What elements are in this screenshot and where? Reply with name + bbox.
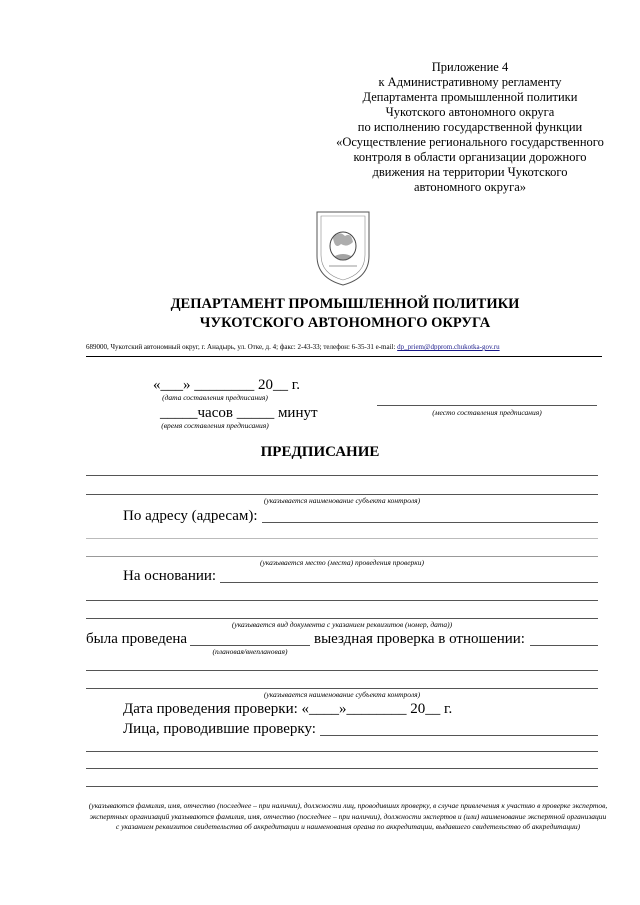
appendix-line: контроля в области организации дорожного	[353, 150, 587, 164]
date-caption: (дата составления предписания)	[162, 393, 268, 402]
subject-caption: (указывается наименование субъекта контроля)	[263, 496, 421, 505]
appendix-line: Департамента промышленной политики	[362, 90, 578, 104]
appendix-line: Приложение 4	[431, 60, 509, 74]
persons-footnote: (указываются фамилия, имя, отчество (последнее – при наличии), должности лиц, проводивших проверку, в случае привлечения к участию в проверке экспертов, экспертных организаций указываются фамилия, имя, отчество (последнее – при наличии), должности экспертов и (или) наименование экспертной организации с указанием реквизитов свидетельства об аккредитации и наименования органа по аккредитации, выдавшего свидетельство об аккредитации)	[88, 801, 608, 831]
inspection-date-field[interactable]: Дата проведения проверки: «____»________ 20__ г.	[123, 701, 453, 717]
subject2-line[interactable]	[86, 688, 598, 689]
place-caption: (место составления предписания)	[432, 408, 542, 417]
email-link[interactable]: dp_priem@dpprom.chukotka-gov.ru	[397, 343, 500, 351]
date-field[interactable]: «___» ________ 20__ г.	[153, 377, 300, 393]
basis-line[interactable]	[86, 618, 598, 619]
subject2-line[interactable]	[86, 670, 598, 671]
appendix-line: по исполнению государственной функции	[357, 120, 583, 134]
address-text: 689000, Чукотский автономный округ, г. Анадырь, ул. Отке, д. 4; факс: 2-43-33; телефон: 6-35-31 e-mail:	[86, 343, 398, 351]
inspection-type-line[interactable]	[190, 645, 310, 646]
department-contacts	[86, 343, 602, 351]
place-line[interactable]	[377, 405, 597, 406]
department-name: ДЕПАРТАМЕНТ ПРОМЫШЛЕННОЙ ПОЛИТИКИ	[170, 296, 520, 312]
coat-of-arms-icon	[311, 208, 375, 288]
inspection-type-caption: (плановая/внеплановая)	[212, 647, 288, 656]
appendix-header	[300, 60, 640, 195]
conducted-relation-label: выездная проверка в отношении:	[314, 631, 525, 647]
time-caption: (время составления предписания)	[161, 421, 269, 430]
appendix-line: к Административному регламенту	[378, 75, 562, 89]
appendix-line: автономного округа»	[413, 180, 526, 194]
persons-label: Лица, проводившие проверку:	[123, 721, 316, 737]
subject2-caption: (указывается наименование субъекта контроля)	[263, 690, 421, 699]
conducted-label: была проведена	[86, 631, 188, 647]
department-region: ЧУКОТСКОГО АВТОНОМНОГО ОКРУГА	[199, 315, 491, 331]
address-line[interactable]	[86, 556, 598, 557]
address-label: По адресу (адресам):	[123, 508, 258, 524]
basis-line[interactable]	[86, 600, 598, 601]
persons-line[interactable]	[86, 786, 598, 787]
address-line[interactable]	[86, 538, 598, 539]
appendix-line: движения на территории Чукотского	[372, 165, 568, 179]
persons-line[interactable]	[86, 751, 598, 752]
basis-line[interactable]	[220, 582, 598, 583]
basis-label: На основании:	[123, 568, 217, 584]
subject-line[interactable]	[86, 475, 598, 476]
basis-caption: (указывается вид документа с указанием реквизитов (номер, дата))	[231, 620, 453, 629]
header-rule	[86, 356, 602, 357]
address-line[interactable]	[262, 522, 598, 523]
relation-line[interactable]	[530, 645, 598, 646]
place-of-inspection-caption: (указывается место (места) проведения проверки)	[259, 558, 425, 567]
persons-line[interactable]	[320, 735, 598, 736]
time-field[interactable]: _____часов _____ минут	[160, 405, 318, 421]
subject-line[interactable]	[86, 494, 598, 495]
document-title: ПРЕДПИСАНИЕ	[260, 444, 380, 460]
persons-line[interactable]	[86, 768, 598, 769]
appendix-line: Чукотского автономного округа	[385, 105, 555, 119]
appendix-line: «Осуществление регионального государственного	[336, 135, 604, 149]
